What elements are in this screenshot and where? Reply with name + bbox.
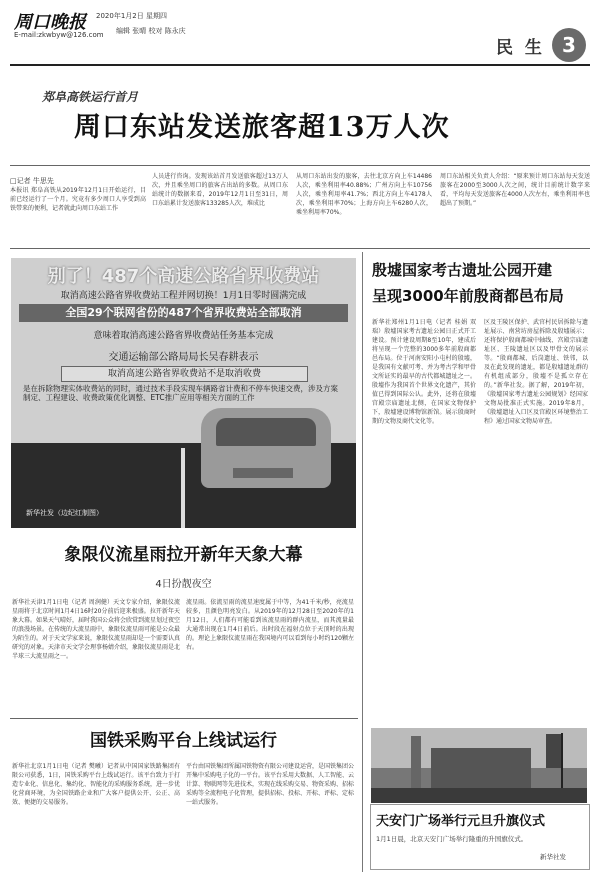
header-email: E-mail:zkwbyw@126.com: [14, 31, 104, 39]
meteor-column-1: 新华社天津1月1日电（记者 周润健）天文专家介绍，象限仪流星雨将于北京时间1月4日16时20分前后迎来极盛。拉开新年天象大幕。如果天气晴好，届时我国公众将会欣赏到流星划过夜空的浪漫场景。在传统的大流星雨中，象限仪流星雨可能是公众最为陌生的。对于天文学家来说，象限仪流星雨却是一个需要认真研究的对象。天津市天文学会理事杨婧介绍，象限仪流星雨是北半球三大流星雨之一。: [12, 599, 180, 660]
page-number-badge: 3: [552, 28, 586, 62]
section-title: 民 生: [496, 38, 545, 58]
column-divider: [362, 252, 363, 872]
lead-column-2: 人员进行咨询。发现该站首月发送旅客超过13万人次，并且乘坐周口的旅客占出站的多数。从周口东站统计的数据来看，2019年12月1日至31日，周口东站累计发送旅客133285人次，堆成比: [152, 173, 288, 207]
toll-graphic-line-2: 全国29个联网省份的487个省界收费站全部取消: [19, 304, 348, 322]
photo-credit: 新华社发: [540, 853, 566, 861]
toll-graphic-line-1: 取消高速公路省界收费站工程并网切换！1月1日零时圆满完成: [60, 291, 307, 301]
lead-kicker: 郑阜高铁运行首月: [42, 90, 139, 104]
yin-column-1: 新华社郑州1月1日电（记者 桂娟 双瑞）殷墟国家考古遗址公园日正式开工建设。预计建设周期8至10年，建成后将呈现一个完整的3000多年前殷商都邑布局。位于河南安阳小屯村的殷墟，是我国有文献可考、并为考古学和甲骨文所证实的最早的古代都城遗址之一。殷墟作为我国首个世界文化遗产，其价值已得到国际公认。此外，还将在殷墟宫殿宗庙遗址北侧，在国家文物保护下，殷墟建设博物馆新馆。展示殷商时期的文物及商代文化等。: [372, 319, 476, 425]
photo-caption-title: 天安门广场举行元旦升旗仪式: [376, 814, 546, 829]
meteor-headline: 象限仪流星雨拉开新年天象大幕: [64, 545, 303, 565]
car-plate: [233, 468, 293, 478]
toll-graphic-title: 别了！487个高速公路省界收费站: [47, 266, 320, 287]
car-windshield: [216, 418, 316, 446]
photo-monument: [411, 736, 421, 791]
toll-graphic-line-4: 交通运输部公路局局长吴春耕表示: [108, 352, 259, 363]
lead-rule: [10, 165, 590, 166]
lead-headline: 周口东站发送旅客超13万人次: [74, 112, 450, 143]
toll-graphic-line-5: 取消高速公路省界收费站不是取消收费: [61, 366, 308, 382]
lead-column-1: 本报讯 郑阜高铁从2019年12月1日开始运行，目前已经运行了一个月。究竟有多少周口人享受到高铁带来的便利，记者就此向周口东站工作: [10, 187, 146, 212]
header-editor: 编辑 张晴 校对 陈永庆: [116, 27, 186, 35]
newspaper-logo: 周口晚报: [14, 12, 86, 33]
meteor-column-2: 流星雨。依流星雨的流星速度属于中等，为41千米/秒，亮流星较多，且颜色明亮发白。从2019年的12月28日至2020年的1月12日，人们都有可能看到该流星雨的群内流星，而其流量最大通常出现在1月4日前后。出时段在福射点位于天顶时的出现的。理论上象限仪流星雨在我国境内可以看到每小时约120颗左右。: [186, 599, 354, 651]
yin-column-2: 区及王陵区保护、武官村民居拆除与遗址展示、南营坊房屋拆除及殷墟展示；还将保护殷商都城中轴线、宫殿宗庙遗址区、王陵遗址区以及甲骨文的展示等。“殷商都城、后岗遗址、铁邻，以及在此发现的遗址，都是殷墟遗址群的有机组成部分，殷墟不是孤立存在的。”新华社发。据了解，2019年初，《殷墟国家考古遗址公园规划》经国家文物局批准正式实施。2019年8月，《殷墟遗址入口区及宫殿区环境整治工程》通过国家文物局审查。: [484, 319, 588, 425]
photo-caption-text: 1月1日晨，北京天安门广场举行隆重的升国旗仪式。: [376, 835, 528, 843]
photo-tiananmen-gate: [431, 748, 531, 788]
lead-bottom-rule: [10, 248, 590, 249]
lead-column-4: 周口东站相关负责人介绍：“原来预计周口东站每天发送旅客在2000至3000人次之间，统计目前统计数字来看，平均每天发送旅客在4000人次左右，乘坐利用率也超出了预期。”: [440, 173, 590, 207]
toll-station-graphic: [11, 258, 356, 528]
meteor-subhead: 4日扮靓夜空: [155, 579, 212, 590]
road-lane-mark: [181, 448, 185, 528]
meteor-bottom-rule: [10, 718, 358, 719]
rail-headline: 国铁采购平台上线试运行: [90, 731, 277, 751]
header-rule: [10, 64, 590, 66]
toll-graphic-line-6: 是在拆除物理实体收费站的同时，通过技术手段实现车辆路省计费和不停车快速交费，涉及方案制定、工程建设、收费政策优化调整、ETC推广应用等相关方面的工作: [23, 384, 338, 402]
lead-column-3: 从周口东站出发的旅客，去往北京方向上车14486人次，乘坐利用率40.88%；广州方向上车10756人次，乘坐利用率41.7%；西北方向上车4178人次，乘坐利用率70%；上海方向上车6280人次，乘坐利用率70%。: [296, 173, 432, 216]
photo-crowd: [371, 788, 587, 803]
yin-headline-line-1: 殷墟国家考古遗址公园开建: [372, 261, 553, 279]
yin-headline-line-2: 呈现3000年前殷商都邑布局: [372, 287, 564, 305]
toll-graphic-line-3: 意味着取消高速公路省界收费站任务基本完成: [93, 331, 274, 341]
tiananmen-flag-raising-photo: [371, 728, 587, 803]
photo-flag: [546, 734, 561, 768]
rail-column-1: 新华社北京1月1日电（记者 樊曦）记者从中国国家铁路集团有限公司获悉，1日，国铁采购平台上线试运行。该平台致力于打造专业化、信息化、集约化、智能化的采购服务系统，进一步优化营商环境，为全国铁路企业和广大客户提供公开、公正、高效、便捷的交易服务。: [12, 763, 180, 806]
rail-column-2: 平台由国铁集团所属国铁物资有限公司建设运营，是国铁集团公开集中采购电子化的一平台。该平台采用大数据、人工智能、云计算、物联网等先进技术，实现在线采购交易、物资采购、招标采购等全流程电子化管理，提供招标、投标、开标、评标、定标一站式服务。: [186, 763, 354, 806]
lead-byline: □记者 牛思先: [10, 177, 54, 185]
header-date: 2020年1月2日 星期四: [96, 12, 167, 20]
toll-graphic-watermark: 新华社发（边纪红制图）: [26, 509, 103, 517]
